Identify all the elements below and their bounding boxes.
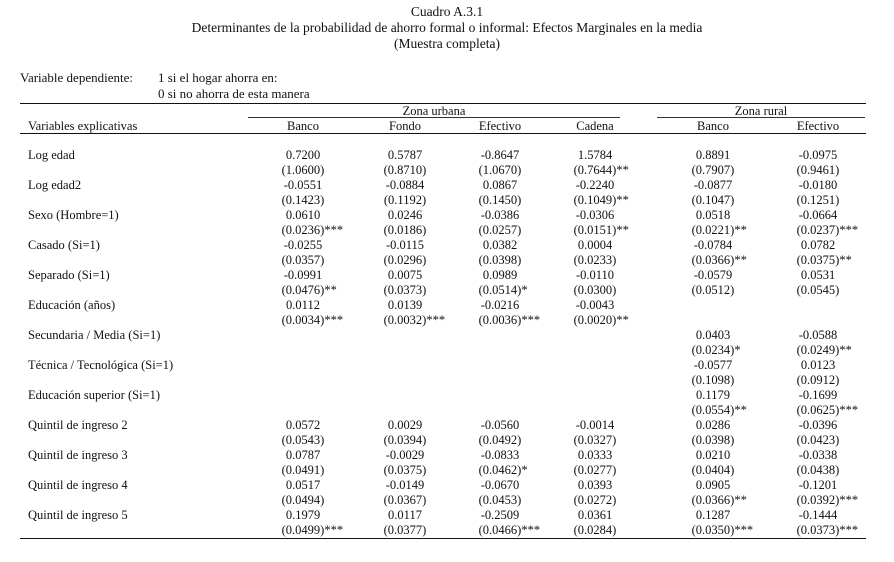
std-error-urban-banco [248, 193, 358, 208]
coefficient-urban-banco: 0.0112 [286, 298, 320, 312]
header-bottom-rule [20, 133, 866, 134]
variable-label: Log edad [28, 148, 75, 162]
significance-stars: ** [839, 343, 852, 357]
coefficient-rural-banco: 0.0403 [695, 328, 731, 342]
variable-label: Separado (Si=1) [28, 268, 110, 282]
std-error-urban-banco [248, 253, 358, 268]
std-error-value: (0.0398) [691, 433, 735, 447]
table-number: Cuadro A.3.1 [410, 4, 484, 19]
std-error-urban-efectivo [445, 433, 555, 448]
std-error-value: (0.0373) [383, 283, 427, 297]
std-error-value: (0.0453) [478, 493, 522, 507]
std-error-value: (0.7644) [573, 163, 617, 177]
coefficient-urban-cadena: 1.5784 [577, 148, 613, 162]
std-error-urban-efectivo [445, 283, 555, 298]
std-error-value: (0.0020) [573, 313, 617, 327]
coefficient-urban-efectivo: -0.2509 [480, 508, 520, 522]
std-error-urban-banco [248, 523, 358, 538]
std-error-value: (0.0300) [573, 283, 617, 297]
std-error-urban-banco [248, 223, 358, 238]
std-error-rural-banco [658, 373, 768, 388]
std-error-urban-cadena [540, 493, 650, 508]
std-error-urban-fondo [350, 283, 460, 298]
coefficient-urban-efectivo: -0.8647 [480, 148, 520, 162]
std-error-value: (0.0543) [281, 433, 325, 447]
std-error-rural-banco [658, 163, 768, 178]
std-error-value: (0.0373) [796, 523, 840, 537]
coefficient-urban-banco: -0.0551 [283, 178, 323, 192]
coefficient-rural-banco: -0.0579 [693, 268, 733, 282]
coefficient-urban-fondo: 0.0246 [387, 208, 423, 222]
column-header-rural-efectivo: Efectivo [796, 119, 840, 133]
std-error-rural-efectivo [763, 433, 873, 448]
coefficient-urban-fondo: 0.0139 [387, 298, 423, 312]
std-error-value: (0.0912) [796, 373, 840, 387]
coefficient-urban-banco: -0.0255 [283, 238, 323, 252]
std-error-urban-banco [248, 283, 358, 298]
std-error-value: (0.1049) [573, 193, 617, 207]
coefficient-urban-cadena: 0.0004 [577, 238, 613, 252]
coefficient-urban-efectivo: -0.0216 [480, 298, 520, 312]
std-error-value: (0.0466) [478, 523, 522, 537]
coefficient-urban-banco: 0.0787 [285, 448, 321, 462]
significance-stars: * [521, 283, 528, 297]
std-error-rural-efectivo [763, 283, 873, 298]
std-error-rural-banco [658, 493, 768, 508]
std-error-value: (0.0234) [691, 343, 735, 357]
significance-stars: *** [839, 403, 859, 417]
std-error-rural-banco [658, 223, 768, 238]
std-error-value: (0.1251) [796, 193, 840, 207]
coefficient-rural-banco: 0.0905 [695, 478, 731, 492]
std-error-value: (0.0492) [478, 433, 522, 447]
std-error-value: (1.0670) [478, 163, 522, 177]
variable-label: Quintil de ingreso 4 [28, 478, 128, 492]
significance-stars: ** [734, 223, 747, 237]
std-error-rural-efectivo [763, 163, 873, 178]
coefficient-rural-efectivo: -0.1699 [798, 388, 838, 402]
coefficient-urban-banco: -0.0991 [283, 268, 323, 282]
std-error-value: (0.0357) [281, 253, 325, 267]
coefficient-urban-banco: 0.1979 [285, 508, 321, 522]
std-error-rural-banco [658, 193, 768, 208]
coefficient-urban-cadena: -0.0043 [575, 298, 615, 312]
std-error-rural-efectivo [763, 373, 873, 388]
std-error-rural-efectivo [763, 523, 873, 538]
std-error-value: (0.0277) [573, 463, 617, 477]
coefficient-urban-efectivo: 0.0989 [482, 268, 518, 282]
significance-stars: *** [426, 313, 446, 327]
std-error-value: (0.7907) [691, 163, 735, 177]
std-error-urban-fondo [350, 493, 460, 508]
coefficient-urban-fondo: -0.0029 [385, 448, 425, 462]
std-error-urban-banco [248, 493, 358, 508]
coefficient-rural-banco: 0.1287 [695, 508, 731, 522]
bottom-rule [20, 538, 866, 539]
std-error-value: (0.0237) [796, 223, 840, 237]
std-error-value: (0.0423) [796, 433, 840, 447]
std-error-urban-fondo [350, 163, 460, 178]
significance-stars: ** [734, 403, 747, 417]
std-error-value: (0.0284) [573, 523, 617, 537]
std-error-value: (0.0545) [796, 283, 840, 297]
std-error-urban-cadena [540, 523, 650, 538]
table-subtitle: (Muestra completa) [393, 36, 501, 51]
std-error-value: (0.9461) [796, 163, 840, 177]
column-header-urban-banco: Banco [287, 119, 319, 133]
coefficient-rural-banco: -0.0784 [693, 238, 733, 252]
coefficient-urban-fondo: -0.0149 [385, 478, 425, 492]
std-error-urban-cadena [540, 163, 650, 178]
coefficient-rural-banco: -0.0577 [693, 358, 733, 372]
std-error-value: (0.0494) [281, 493, 325, 507]
coefficient-urban-fondo: 0.5787 [387, 148, 423, 162]
std-error-value: (0.0392) [796, 493, 840, 507]
coefficient-rural-efectivo: -0.0396 [798, 418, 838, 432]
std-error-rural-efectivo [763, 493, 873, 508]
std-error-value: (0.0375) [796, 253, 840, 267]
coefficient-urban-efectivo: -0.0560 [480, 418, 520, 432]
std-error-urban-fondo [350, 433, 460, 448]
coefficient-urban-efectivo: -0.0833 [480, 448, 520, 462]
coefficient-rural-efectivo: -0.0975 [798, 148, 838, 162]
coefficient-urban-fondo: 0.0029 [387, 418, 423, 432]
std-error-value: (0.1450) [478, 193, 522, 207]
coefficient-urban-banco: 0.0517 [285, 478, 321, 492]
dependent-variable-line1: 1 si el hogar ahorra en: [158, 70, 278, 85]
std-error-rural-banco [658, 433, 768, 448]
std-error-value: (0.0491) [281, 463, 325, 477]
coefficient-urban-cadena: -0.0306 [575, 208, 615, 222]
std-error-urban-cadena [540, 253, 650, 268]
dependent-variable-label: Variable dependiente: [20, 70, 133, 85]
coefficient-urban-fondo: 0.0117 [388, 508, 422, 522]
variable-label: Técnica / Tecnológica (Si=1) [28, 358, 174, 372]
significance-stars: *** [324, 223, 344, 237]
std-error-urban-banco [248, 313, 358, 328]
std-error-rural-efectivo [763, 253, 873, 268]
variable-label: Secundaria / Media (Si=1) [28, 328, 161, 342]
coefficient-rural-banco: 0.8891 [695, 148, 731, 162]
significance-stars: *** [839, 493, 859, 507]
std-error-value: (0.0186) [383, 223, 427, 237]
group-rule-urban [248, 117, 620, 118]
std-error-rural-efectivo [763, 343, 873, 358]
coefficient-urban-efectivo: 0.0382 [482, 238, 518, 252]
significance-stars: *** [324, 523, 344, 537]
variable-label: Sexo (Hombre=1) [28, 208, 119, 222]
coefficient-rural-banco: 0.0286 [695, 418, 731, 432]
group-header-rural: Zona rural [734, 104, 788, 118]
coefficient-rural-efectivo: -0.0180 [798, 178, 838, 192]
std-error-value: (0.0257) [478, 223, 522, 237]
std-error-rural-banco [658, 283, 768, 298]
std-error-value: (0.0438) [796, 463, 840, 477]
column-header-rural-banco: Banco [697, 119, 729, 133]
std-error-value: (0.0512) [691, 283, 735, 297]
std-error-value: (0.0233) [573, 253, 617, 267]
std-error-urban-cadena [540, 433, 650, 448]
std-error-rural-efectivo [763, 403, 873, 418]
std-error-value: (0.0625) [796, 403, 840, 417]
std-error-urban-fondo [350, 523, 460, 538]
std-error-value: (0.0272) [573, 493, 617, 507]
variable-label: Educación (años) [28, 298, 116, 312]
std-error-value: (0.0296) [383, 253, 427, 267]
significance-stars: *** [839, 523, 859, 537]
std-error-rural-banco [658, 463, 768, 478]
variable-label: Quintil de ingreso 5 [28, 508, 128, 522]
coefficient-urban-cadena: -0.0014 [575, 418, 615, 432]
std-error-urban-fondo [350, 193, 460, 208]
std-error-urban-efectivo [445, 493, 555, 508]
coefficient-rural-efectivo: -0.0664 [798, 208, 838, 222]
std-error-value: (0.1047) [691, 193, 735, 207]
std-error-value: (0.0327) [573, 433, 617, 447]
row-header: Variables explicativas [28, 119, 138, 133]
coefficient-rural-efectivo: -0.0338 [798, 448, 838, 462]
std-error-urban-fondo [350, 313, 460, 328]
coefficient-urban-efectivo: 0.0867 [482, 178, 518, 192]
significance-stars: ** [616, 223, 629, 237]
std-error-value: (0.0236) [281, 223, 325, 237]
variable-label: Quintil de ingreso 3 [28, 448, 128, 462]
coefficient-urban-banco: 0.0572 [285, 418, 321, 432]
coefficient-rural-efectivo: 0.0531 [800, 268, 836, 282]
significance-stars: ** [324, 283, 337, 297]
coefficient-urban-efectivo: -0.0386 [480, 208, 520, 222]
significance-stars: * [734, 343, 741, 357]
std-error-value: (0.0499) [281, 523, 325, 537]
std-error-urban-cadena [540, 313, 650, 328]
coefficient-rural-banco: -0.0877 [693, 178, 733, 192]
coefficient-rural-efectivo: -0.1201 [798, 478, 838, 492]
std-error-urban-fondo [350, 253, 460, 268]
coefficient-rural-banco: 0.0210 [695, 448, 731, 462]
group-rule-rural [657, 117, 865, 118]
std-error-urban-banco [248, 463, 358, 478]
coefficient-urban-fondo: -0.0884 [385, 178, 425, 192]
variable-label: Educación superior (Si=1) [28, 388, 161, 402]
std-error-value: (0.0375) [383, 463, 427, 477]
std-error-urban-cadena [540, 283, 650, 298]
std-error-value: (0.0554) [691, 403, 735, 417]
std-error-value: (0.0350) [691, 523, 735, 537]
std-error-value: (0.8710) [383, 163, 427, 177]
variable-label: Casado (Si=1) [28, 238, 100, 252]
std-error-value: (0.0367) [383, 493, 427, 507]
std-error-value: (0.1423) [281, 193, 325, 207]
std-error-urban-efectivo [445, 463, 555, 478]
std-error-value: (0.0514) [478, 283, 522, 297]
std-error-value: (0.0032) [383, 313, 427, 327]
std-error-rural-efectivo [763, 463, 873, 478]
std-error-urban-banco [248, 163, 358, 178]
std-error-value: (0.0151) [573, 223, 617, 237]
significance-stars: *** [521, 313, 541, 327]
variable-label: Log edad2 [28, 178, 82, 192]
std-error-urban-fondo [350, 463, 460, 478]
std-error-value: (0.0366) [691, 493, 735, 507]
std-error-value: (0.0462) [478, 463, 522, 477]
std-error-value: (0.0221) [691, 223, 735, 237]
coefficient-rural-efectivo: 0.0782 [800, 238, 836, 252]
std-error-value: (0.1098) [691, 373, 735, 387]
variable-label: Quintil de ingreso 2 [28, 418, 128, 432]
std-error-urban-efectivo [445, 163, 555, 178]
std-error-urban-efectivo [445, 523, 555, 538]
column-header-urban-fondo: Fondo [389, 119, 421, 133]
std-error-value: (0.0404) [691, 463, 735, 477]
coefficient-urban-cadena: -0.2240 [575, 178, 615, 192]
std-error-rural-banco [658, 253, 768, 268]
significance-stars: *** [839, 223, 859, 237]
coefficient-urban-fondo: 0.0075 [387, 268, 423, 282]
std-error-urban-cadena [540, 193, 650, 208]
std-error-urban-cadena [540, 223, 650, 238]
significance-stars: ** [616, 163, 629, 177]
coefficient-urban-banco: 0.7200 [285, 148, 321, 162]
std-error-value: (0.0394) [383, 433, 427, 447]
std-error-urban-banco [248, 433, 358, 448]
coefficient-urban-fondo: -0.0115 [385, 238, 425, 252]
std-error-rural-banco [658, 403, 768, 418]
coefficient-rural-efectivo: -0.0588 [798, 328, 838, 342]
significance-stars: ** [616, 193, 629, 207]
significance-stars: ** [839, 253, 852, 267]
std-error-urban-efectivo [445, 253, 555, 268]
coefficient-urban-efectivo: -0.0670 [480, 478, 520, 492]
significance-stars: ** [734, 253, 747, 267]
coefficient-urban-cadena: -0.0110 [575, 268, 615, 282]
coefficient-urban-cadena: 0.0333 [577, 448, 613, 462]
std-error-value: (1.0600) [281, 163, 325, 177]
std-error-urban-efectivo [445, 193, 555, 208]
std-error-value: (0.1192) [383, 193, 427, 207]
coefficient-urban-banco: 0.0610 [285, 208, 321, 222]
significance-stars: *** [734, 523, 754, 537]
std-error-value: (0.0398) [478, 253, 522, 267]
std-error-value: (0.0366) [691, 253, 735, 267]
column-header-urban-cadena: Cadena [576, 119, 614, 133]
coefficient-rural-banco: 0.0518 [695, 208, 731, 222]
std-error-rural-efectivo [763, 223, 873, 238]
std-error-value: (0.0036) [478, 313, 522, 327]
group-header-urban: Zona urbana [402, 104, 466, 118]
std-error-rural-efectivo [763, 193, 873, 208]
std-error-urban-cadena [540, 463, 650, 478]
table-title: Determinantes de la probabilidad de ahorro formal o informal: Efectos Marginales en la media [191, 20, 703, 35]
coefficient-urban-cadena: 0.0393 [577, 478, 613, 492]
coefficient-rural-efectivo: 0.0123 [800, 358, 836, 372]
significance-stars: * [521, 463, 528, 477]
std-error-value: (0.0476) [281, 283, 325, 297]
std-error-value: (0.0377) [383, 523, 427, 537]
coefficient-rural-efectivo: -0.1444 [798, 508, 838, 522]
std-error-value: (0.0249) [796, 343, 840, 357]
dependent-variable-line2: 0 si no ahorra de esta manera [158, 86, 310, 101]
std-error-rural-banco [658, 523, 768, 538]
column-header-urban-efectivo: Efectivo [478, 119, 522, 133]
significance-stars: ** [734, 493, 747, 507]
std-error-urban-fondo [350, 223, 460, 238]
significance-stars: *** [521, 523, 541, 537]
significance-stars: *** [324, 313, 344, 327]
significance-stars: ** [616, 313, 629, 327]
std-error-value: (0.0034) [281, 313, 325, 327]
std-error-urban-efectivo [445, 313, 555, 328]
std-error-rural-banco [658, 343, 768, 358]
std-error-urban-efectivo [445, 223, 555, 238]
coefficient-rural-banco: 0.1179 [696, 388, 730, 402]
coefficient-urban-cadena: 0.0361 [577, 508, 613, 522]
